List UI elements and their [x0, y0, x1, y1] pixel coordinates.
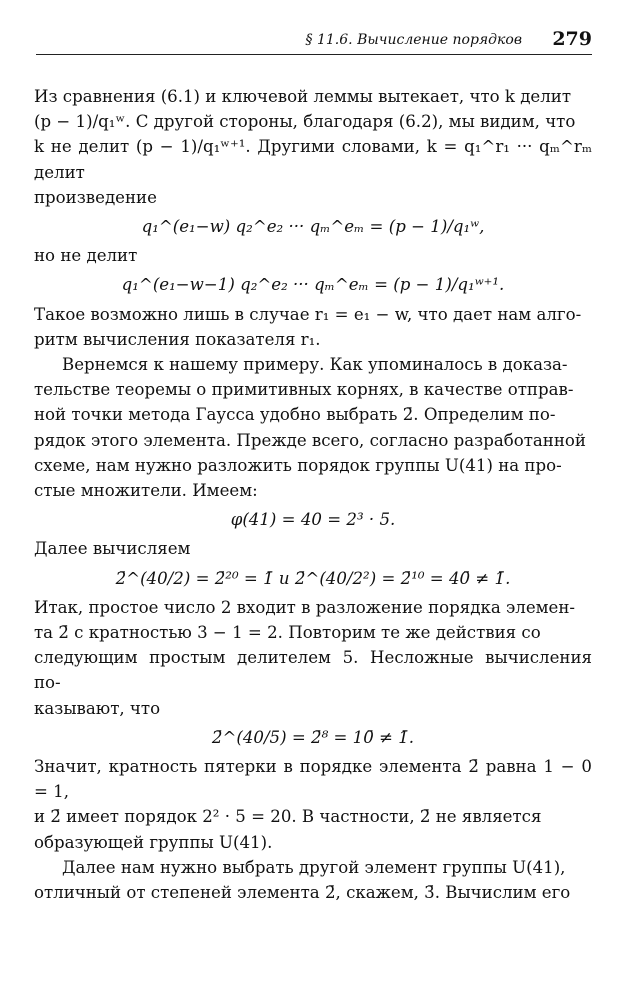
display-formula: 2̄^(40/2) = 2̄²⁰ = 1̄ и 2̄^(40/2²) = 2̄¹⁰ = 40̄ ≠ 1̄. — [115, 568, 511, 588]
text-line: Значит, кратность пятерки в порядке элемента 2̄ равна 1 − 0 = 1, — [34, 757, 592, 802]
page-header — [36, 28, 592, 55]
text-line: отличный от степеней элемента 2̄, скажем, 3̄. Вычислим его — [34, 883, 571, 903]
text-line: k не делит (p − 1)/q₁ʷ⁺¹. Другими словами, k = q₁^r₁ ··· qₘ^rₘ делит — [34, 137, 592, 182]
text-line: (p − 1)/q₁ʷ. С другой стороны, благодаря (6.2), мы видим, что — [34, 112, 576, 132]
text-line: тельстве теоремы о примитивных корнях, в качестве отправ- — [34, 380, 574, 400]
text-line: и 2̄ имеет порядок 2² · 5 = 20. В частности, 2̄ не является — [34, 807, 542, 827]
text-line: схеме, нам нужно разложить порядок группы U(41) на про- — [34, 455, 562, 475]
running-head: § 11.6. Вычисление порядков — [305, 32, 522, 48]
text-line: ритм вычисления показателя r₁. — [34, 329, 321, 349]
text-line: та 2̄ с кратностью 3 − 1 = 2. Повторим те же действия со — [34, 623, 541, 643]
display-formula: q₁^(e₁−w) q₂^e₂ ··· qₘ^eₘ = (p − 1)/q₁ʷ, — [141, 217, 485, 237]
text-line: Далее нам нужно выбрать другой элемент группы U(41), — [62, 857, 566, 877]
text-line: рядок этого элемента. Прежде всего, согласно разработанной — [34, 430, 586, 450]
text-line: Из сравнения (6.1) и ключевой леммы вытекает, что k делит — [34, 87, 572, 106]
text-line: образующей группы U(41). — [34, 832, 273, 852]
text-line: стые множители. Имеем: — [34, 481, 258, 501]
display-formula: 2̄^(40/5) = 2̄⁸ = 10̄ ≠ 1̄. — [211, 727, 415, 747]
text-line: ной точки метода Гаусса удобно выбрать 2̄. Определим по- — [34, 405, 556, 425]
text-line: произведение — [34, 187, 157, 207]
text-line: Далее вычисляем — [34, 539, 191, 559]
text-line: Такое возможно лишь в случае r₁ = e₁ − w, что дает нам алго- — [34, 304, 582, 324]
text-line: но не делит — [34, 246, 138, 266]
text-line: Вернемся к нашему примеру. Как упоминалось в доказа- — [62, 355, 568, 375]
display-formula: q₁^(e₁−w−1) q₂^e₂ ··· qₘ^eₘ = (p − 1)/q₁ʷ⁺¹. — [121, 275, 505, 295]
display-formula: φ(41) = 40 = 2³ · 5. — [230, 510, 396, 530]
text-line: Итак, простое число 2 входит в разложение порядка элемен- — [34, 597, 576, 617]
page-body — [34, 84, 592, 905]
page-number: 279 — [552, 28, 592, 50]
text-line: следующим простым делителем 5. Несложные вычисления по- — [34, 648, 592, 693]
text-line: казывают, что — [34, 698, 161, 718]
